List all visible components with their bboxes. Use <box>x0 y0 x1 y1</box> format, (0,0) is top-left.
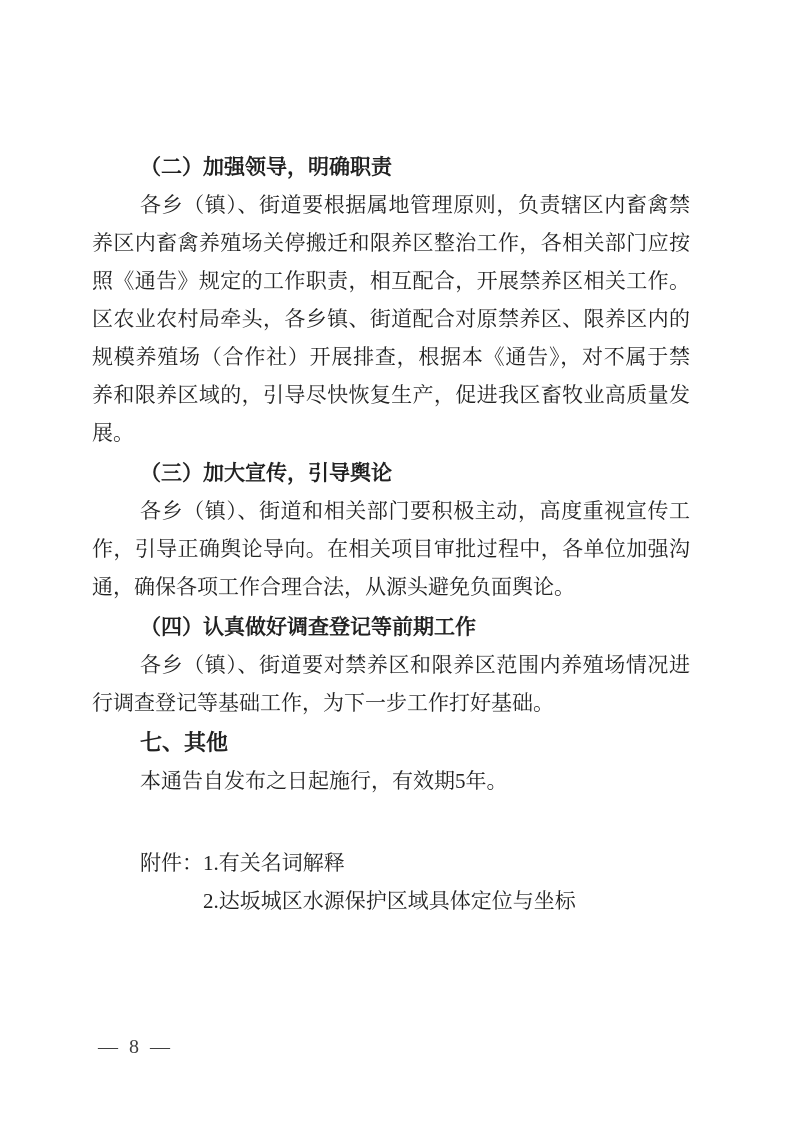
attachments-label: 附件： <box>140 851 203 875</box>
section-paragraph-iv: 各乡（镇）、街道要对禁养区和限养区范围内养殖场情况进行调查登记等基础工作，为下一步工作打好基础。 <box>92 653 690 715</box>
attachment-item-1: 1.有关名词解释 <box>203 851 345 875</box>
document-content <box>92 148 690 920</box>
section-heading-vii: 七、其他 <box>140 730 229 755</box>
section-heading-iii: （三）加大宣传，引导舆论 <box>140 461 392 485</box>
attachment-item-2: 2.达坂城区水源保护区域具体定位与坐标 <box>203 889 576 913</box>
section-heading-iv: （四）认真做好调查登记等前期工作 <box>140 615 476 639</box>
section-paragraph-vii: 本通告自发布之日起施行，有效期5年。 <box>140 769 508 793</box>
section-heading-ii: （二）加强领导，明确职责 <box>140 155 392 179</box>
attachments-block <box>92 844 690 920</box>
page-number: — 8 — <box>98 1036 173 1058</box>
section-paragraph-iii: 各乡（镇）、街道和相关部门要积极主动，高度重视宣传工作，引导正确舆论导向。在相关项目审批过程中，各单位加强沟通，确保各项工作合理合法，从源头避免负面舆论。 <box>92 499 690 599</box>
attachment-line-1 <box>92 844 690 882</box>
section-paragraph-ii: 各乡（镇）、街道要根据属地管理原则，负责辖区内畜禽禁养区内畜禽养殖场关停搬迁和限养区整治工作，各相关部门应按照《通告》规定的工作职责，相互配合，开展禁养区相关工作。区农业农村局牵头，各乡镇、街道配合对原禁养区、限养区内的规模养殖场（合作社）开展排查，根据本《通告》，对不属于禁养和限养区域的，引导尽快恢复生产，促进我区畜牧业高质量发展。 <box>92 193 690 445</box>
